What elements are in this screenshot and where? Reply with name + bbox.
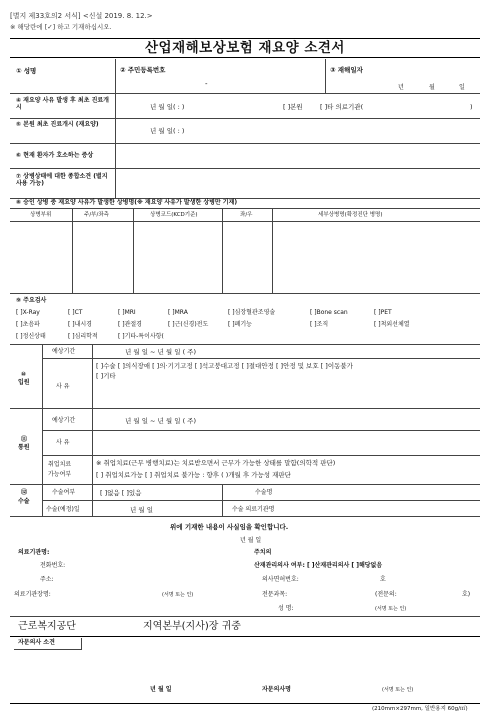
surgery-need-label: 수술여부 bbox=[52, 489, 76, 496]
row5-date: 년 월 일( : ) bbox=[150, 127, 185, 135]
outpatient-num: ⑪ bbox=[21, 436, 28, 443]
injury-month: 월 bbox=[429, 84, 435, 91]
outpatient-label: 통원 bbox=[18, 444, 30, 451]
exam-mental[interactable]: [ ]정신상태 bbox=[16, 333, 46, 340]
advisory-signer: 자문의사명 bbox=[262, 686, 291, 693]
exam-pulmonary[interactable]: [ ]폐기능 bbox=[228, 321, 252, 328]
rrn-dash: - bbox=[205, 80, 208, 88]
exam-emg[interactable]: [ ]근(신경)전도 bbox=[168, 321, 209, 328]
exam-ct[interactable]: [ ]CT bbox=[68, 309, 83, 316]
surgery-name-label: 수술명 bbox=[255, 489, 273, 496]
work-treatment-label2: 가능여부 bbox=[48, 471, 72, 478]
exams-label: ⑨ 주요검사 bbox=[16, 297, 47, 304]
row8-label: ⑧ 승인 상병 중 재요양 사유가 발생한 상병명(※ 재요양 사유가 발생한 상병만 기재) bbox=[16, 199, 238, 206]
injury-year: 년 bbox=[398, 84, 404, 91]
work-treatment-note: ※ 취업치료(근무 병행치료)는 치료받으면서 근무가 가능한 상태를 말함(의학적 판단) bbox=[96, 459, 336, 467]
exam-xray[interactable]: [ ]X-Ray bbox=[16, 309, 40, 316]
inpatient-reason-label: 사 유 bbox=[56, 383, 70, 390]
row6-label: ⑥ 현재 환자가 호소하는 증상 bbox=[16, 152, 94, 159]
license-suffix: 호 bbox=[380, 576, 386, 583]
doctor-sign: (서명 또는 인) bbox=[375, 606, 407, 612]
exam-psychological[interactable]: [ ]심리학적 bbox=[68, 333, 98, 340]
work-treatment-label1: 취업치료 bbox=[48, 461, 72, 468]
inpatient-num: ⑩ bbox=[21, 371, 27, 378]
row7-label: ⑦ 상병상태에 대한 종합소견 (별지 사용 가능) bbox=[16, 173, 108, 187]
col-detailed-diagnosis: 세부상병명(확정진단 병명) bbox=[318, 212, 383, 218]
exam-angiography[interactable]: [ ]심장혈관조영술 bbox=[228, 309, 276, 316]
row4-label: ④ 재요양 사유 발생 후 최초 진료개시 bbox=[16, 97, 109, 111]
paper-spec: (210mm×297mm, 일반용지 60g/㎡) bbox=[372, 706, 468, 712]
attending-physician-label: 주치의 bbox=[254, 549, 272, 556]
director-label: 의료기관장명: bbox=[14, 591, 51, 598]
exam-mra[interactable]: [ ]MRA bbox=[168, 309, 188, 316]
address-label: 주소: bbox=[40, 576, 54, 583]
exam-pet[interactable]: [ ]PET bbox=[374, 309, 392, 316]
exam-ultrasound[interactable]: [ ]초음파 bbox=[16, 321, 40, 328]
occ-doctor-field[interactable]: 산재관리의사 여부: [ ]산재관리의사 [ ]해당없음 bbox=[254, 562, 383, 569]
inpatient-reason-line1[interactable]: [ ]수술 [ ]의식장애 [ ]의·기기고정 [ ]석고붕대고정 [ ]절대안정 [ ]안정 및 보호 [ ]이동불가 bbox=[96, 362, 353, 370]
advisory-label: 자문의사 소견 bbox=[18, 639, 55, 646]
surgery-num: ⑫ bbox=[21, 489, 28, 496]
form-title: 산업재해보상보험 재요양 소견서 bbox=[10, 38, 480, 58]
row4-other-option[interactable]: [ ]타 의료기관( bbox=[320, 103, 364, 111]
recipient-to: 지역본부(지사)장 귀중 bbox=[143, 621, 241, 632]
exam-mri[interactable]: [ ]MRI bbox=[118, 309, 136, 316]
specialist-label: (전문의: bbox=[375, 591, 397, 598]
specialty-label: 전문과목: bbox=[262, 591, 288, 598]
outpatient-period: 년 월 일 ~ 년 월 일 ( 주) bbox=[125, 417, 197, 425]
confirm-statement: 위에 기재한 내용이 사실임을 확인합니다. bbox=[170, 523, 289, 531]
instruction: ※ 해당란에 [✓] 하고 기재하십시오. bbox=[10, 23, 112, 31]
inpatient-reason-line2[interactable]: [ ]기타 bbox=[96, 372, 116, 380]
row4-close: ) bbox=[470, 103, 473, 111]
row5-label: ⑤ 본원 최초 진료개시 (재요양) bbox=[16, 121, 99, 128]
exam-tissue[interactable]: [ ]조직 bbox=[310, 321, 329, 328]
surgery-date: 년 월 일 bbox=[130, 506, 153, 514]
phone-label: 전화번호: bbox=[40, 562, 66, 569]
col-injury-site: 상병부위 bbox=[30, 212, 52, 218]
advisory-sign: (서명 또는 인) bbox=[382, 687, 414, 693]
exam-thermography[interactable]: [ ]척외선체열 bbox=[374, 321, 410, 328]
inpatient-period: 년 월 일 ~ 년 월 일 ( 주) bbox=[125, 348, 197, 356]
name-label: ① 성명 bbox=[16, 67, 37, 75]
rrn-label: ② 주민등록번호 bbox=[120, 66, 166, 74]
exam-arthroscopy[interactable]: [ ]관절경 bbox=[118, 321, 142, 328]
hospital-name-label: 의료기관명: bbox=[18, 549, 50, 556]
surgery-label: 수술 bbox=[18, 498, 30, 505]
specialist-no: 호) bbox=[462, 591, 471, 598]
injury-day: 일 bbox=[459, 84, 465, 91]
form-number: [별지 제33호의2 서식] <신설 2019. 8. 12.> bbox=[10, 12, 153, 20]
inpatient-period-label: 예상기간 bbox=[52, 348, 76, 355]
surgery-hospital-label: 수술 의료기관명 bbox=[232, 506, 275, 513]
col-left-right: 좌/우 bbox=[240, 212, 253, 218]
license-label: 의사면허번호: bbox=[262, 576, 299, 583]
doctor-name-label: 성 명: bbox=[278, 605, 294, 612]
exam-endoscopy[interactable]: [ ]내시경 bbox=[68, 321, 92, 328]
row4-self-option[interactable]: [ ]본원 bbox=[283, 103, 303, 111]
outpatient-period-label: 예상기간 bbox=[52, 417, 76, 424]
confirm-date: 년 월 일 bbox=[240, 537, 262, 544]
exam-bone-scan[interactable]: [ ]Bone scan bbox=[310, 309, 348, 316]
outpatient-reason-label: 사 유 bbox=[56, 439, 70, 446]
director-sign: (서명 또는 인) bbox=[162, 592, 194, 598]
exam-other[interactable]: [ ]기타-특이사항( bbox=[118, 333, 164, 340]
surgery-need-options[interactable]: [ ]없음 [ ]있음 bbox=[100, 489, 142, 497]
surgery-date-label: 수술(예정)일 bbox=[46, 506, 80, 513]
col-main-sub: 주/부/좌측 bbox=[84, 212, 109, 218]
row4-date: 년 월 일( : ) bbox=[150, 103, 185, 111]
work-treatment-options[interactable]: [ ] 취업치료가능 [ ] 취업치료 불가능 : 향후 ( )개월 후 가능성 재판단 bbox=[96, 471, 291, 479]
advisory-date: 년 월 일 bbox=[150, 686, 172, 693]
injury-date-label: ③ 재해일자 bbox=[330, 66, 363, 74]
recipient-org: 근로복지공단 bbox=[18, 621, 76, 632]
col-kcd-code: 상병코드(KCD기준) bbox=[150, 212, 198, 218]
inpatient-label: 입원 bbox=[18, 379, 30, 386]
